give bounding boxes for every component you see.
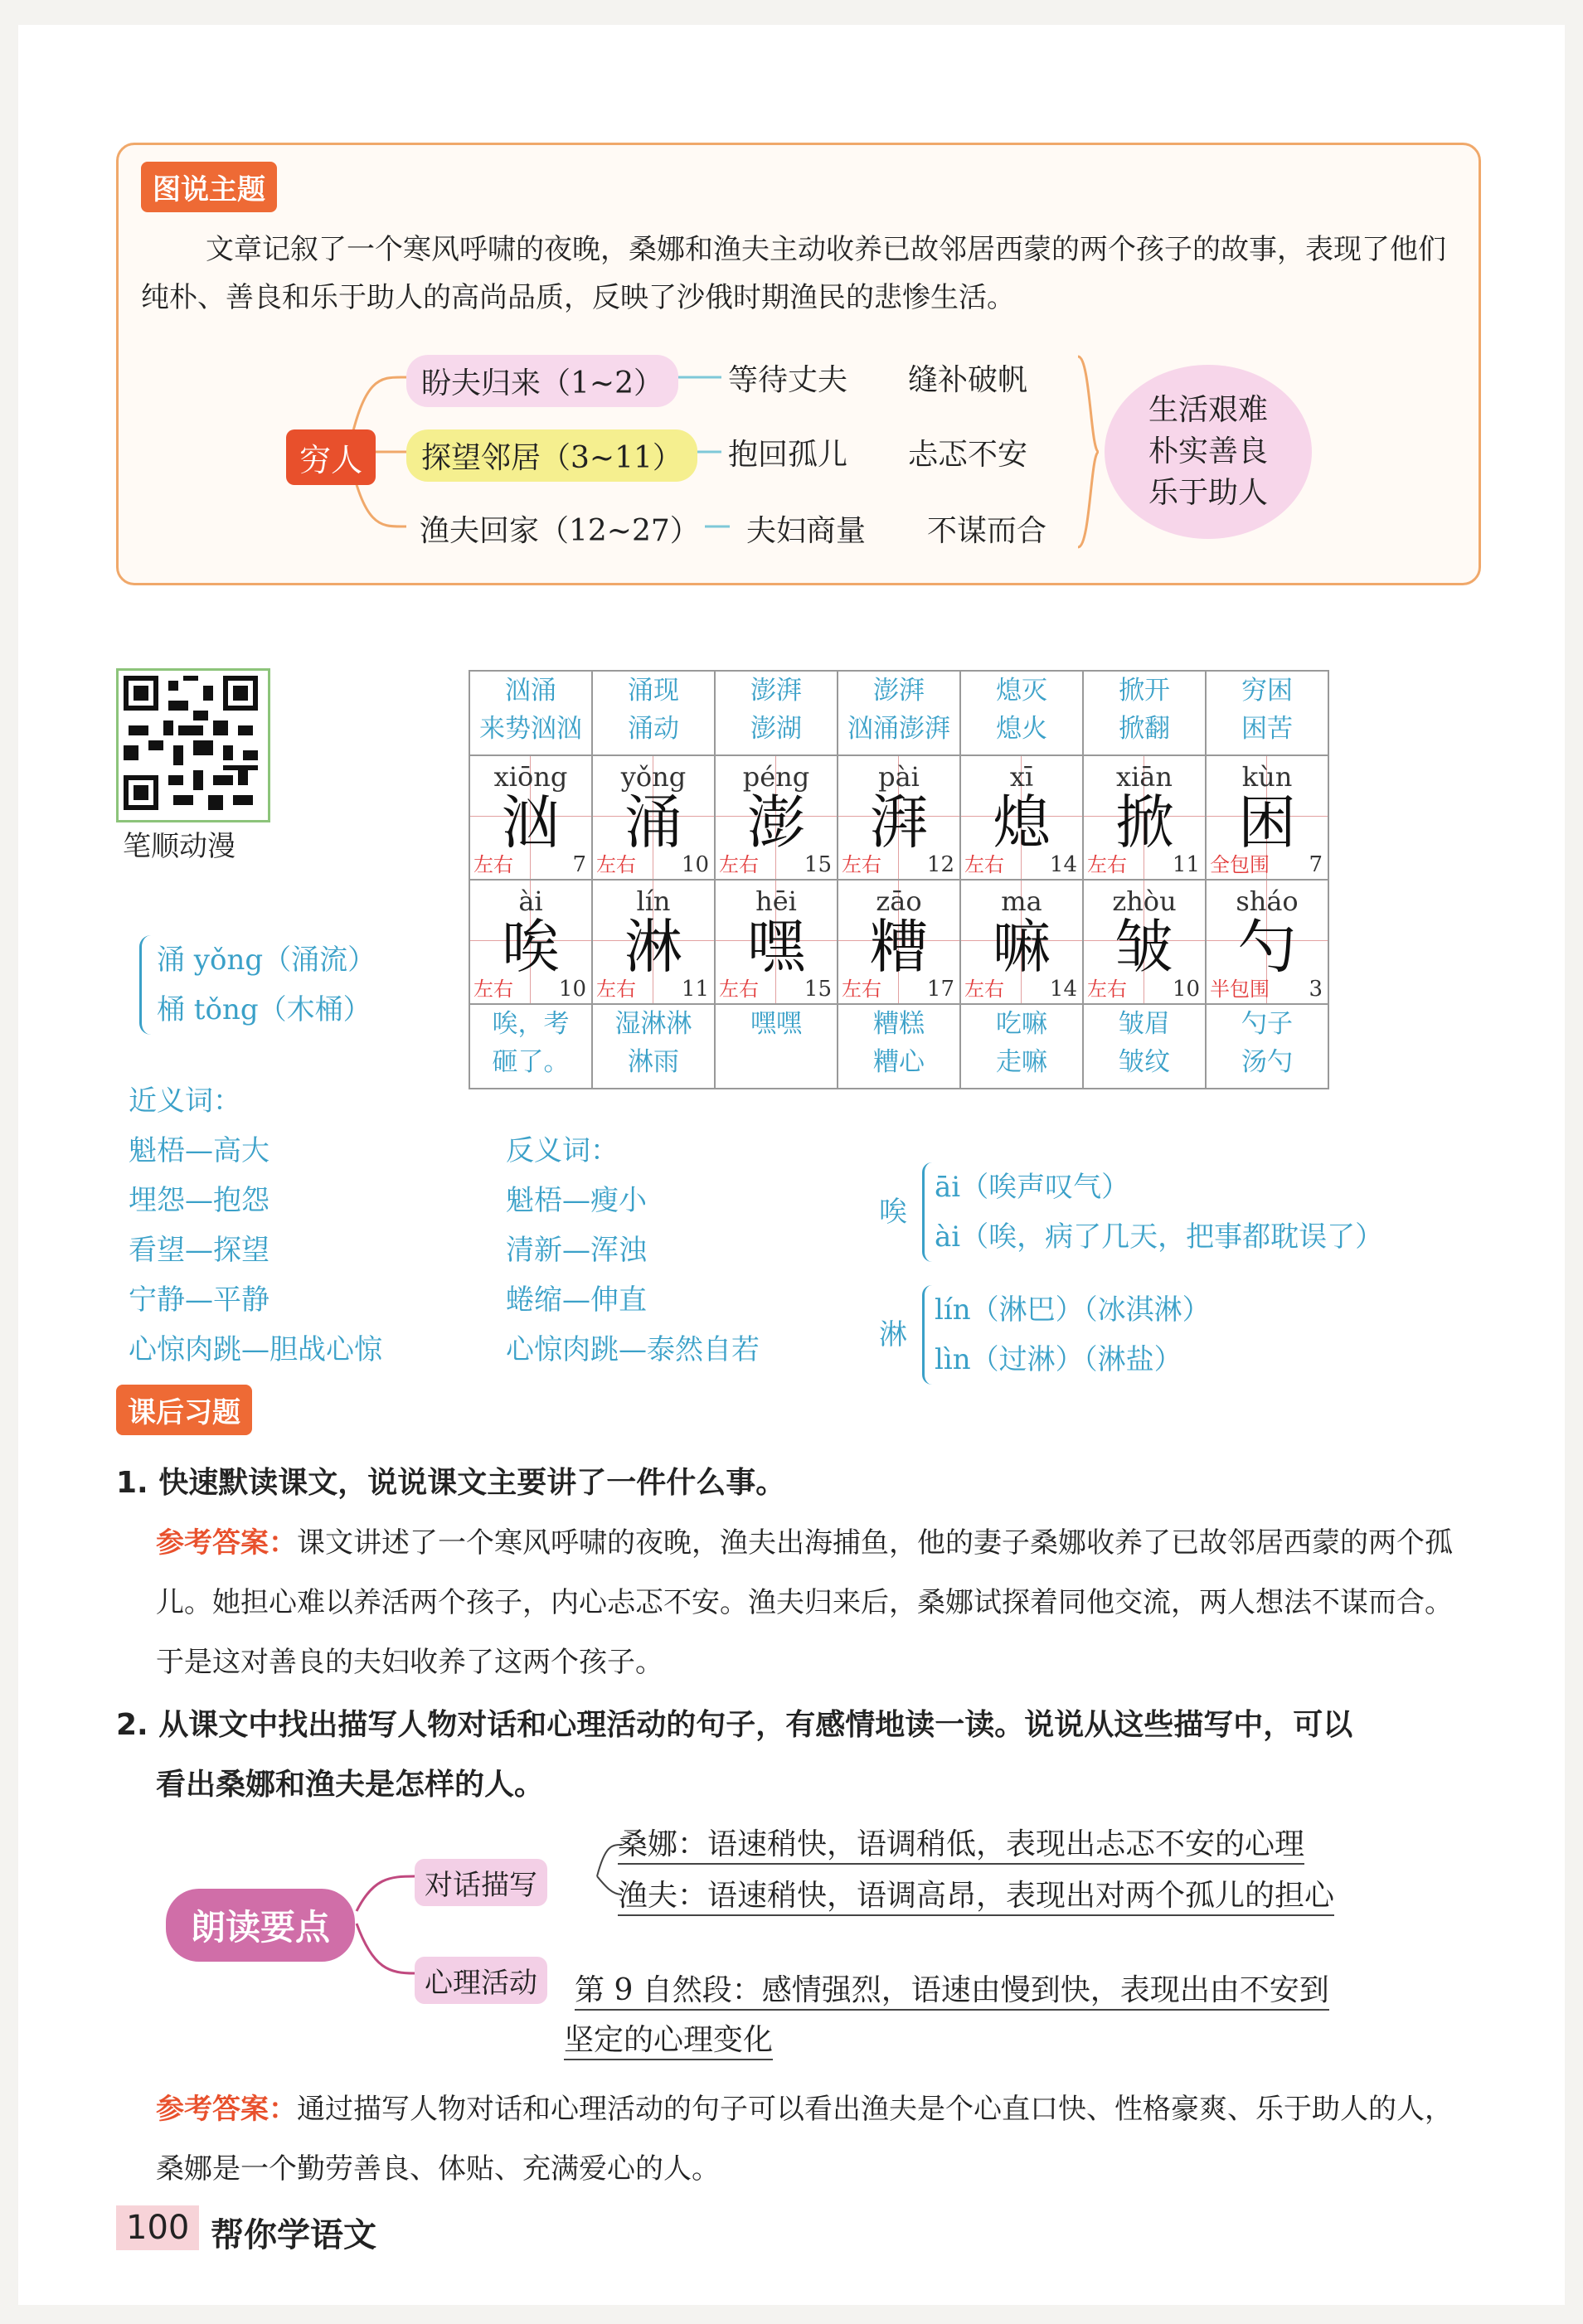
char-pinyin: pài (878, 761, 920, 793)
char-words-bottom: 嘿嘿 (715, 1004, 838, 1089)
poly-block-2 (922, 1285, 1211, 1385)
char-cell (1083, 755, 1206, 880)
char-pinyin: xiōng (493, 761, 568, 793)
char-glyph: 熄 (993, 788, 1051, 856)
branch-1-label: 盼夫归来（1~2） (406, 355, 678, 407)
char-words-bottom: 唉，考 砸了。 (469, 1004, 592, 1089)
char-words-bottom: 湿淋淋 淋雨 (592, 1004, 715, 1089)
char-glyph: 嘛 (993, 913, 1051, 981)
synonym-4: 宁静—平静 (129, 1283, 269, 1317)
char-cell (1206, 755, 1328, 880)
char-stroke-count: 10 (681, 852, 709, 877)
poly-1-line-2: ài（唉，病了几天，把事都耽误了） (935, 1220, 1384, 1254)
summary-line-2: 朴实善良 (1148, 434, 1268, 468)
branch-2-b: 忐忑不安 (908, 438, 1028, 472)
antonym-4: 心惊肉跳—泰然自若 (506, 1333, 760, 1366)
char-structure: 左右 (719, 978, 759, 1001)
antonyms-block (506, 1126, 760, 1375)
q1-text: 1. 快速默读课文，说说课文主要讲了一件什么事。 (116, 1466, 786, 1500)
char-structure: 左右 (1087, 853, 1127, 876)
char-cell (838, 755, 960, 880)
q2-branch-dialogue-a: 桑娜：语速稍快，语调稍低，表现出忐忑不安的心理 (618, 1821, 1304, 1865)
char-pinyin: péng (742, 761, 810, 793)
char-cell (960, 880, 1083, 1004)
page-number: 100 (116, 2205, 199, 2250)
char-glyph: 湃 (870, 788, 928, 856)
antonym-3: 蜷缩—伸直 (506, 1283, 647, 1317)
antonyms-title: 反义词： (506, 1134, 619, 1167)
char-structure: 左右 (473, 853, 513, 876)
char-glyph: 澎 (747, 788, 805, 856)
char-cell (1206, 880, 1328, 1004)
char-stroke-count: 14 (1049, 852, 1077, 877)
poly-block-1 (922, 1162, 1383, 1262)
char-glyph: 汹 (502, 788, 560, 856)
char-words-top: 汹涌 来势汹汹 (469, 671, 592, 755)
antonym-1: 魁梧—瘦小 (506, 1184, 647, 1217)
char-words-top: 澎湃 汹涌澎湃 (838, 671, 960, 755)
synonyms-block (129, 1076, 382, 1375)
char-structure: 左右 (719, 853, 759, 876)
char-pinyin: ma (1001, 885, 1042, 917)
char-stroke-count: 10 (1172, 977, 1200, 1002)
char-words-top: 熄灭 熄火 (960, 671, 1083, 755)
synonym-5: 心惊肉跳—胆战心惊 (129, 1333, 382, 1366)
q2-answer-label: 参考答案： (156, 2093, 297, 2126)
char-words-bottom: 吃嘛 走嘛 (960, 1004, 1083, 1089)
branch-3-label: 渔夫回家（12~27） (420, 514, 700, 548)
char-stroke-count: 11 (681, 977, 709, 1002)
q2-branch-dialogue: 对话描写 (415, 1859, 547, 1906)
char-cell (715, 755, 838, 880)
char-stroke-count: 17 (926, 977, 954, 1002)
char-glyph: 掀 (1115, 788, 1173, 856)
branch-3-b: 不谋而合 (927, 514, 1047, 548)
compare-1: 涌 yǒng（涌流） (157, 944, 376, 977)
char-pinyin: xī (1009, 761, 1034, 793)
theme-root-node: 穷人 (286, 429, 376, 485)
char-glyph: 勺 (1238, 913, 1296, 981)
char-cell (838, 880, 960, 1004)
branch-1-a: 等待丈夫 (728, 363, 848, 397)
char-words-bottom: 皱眉 皱纹 (1083, 1004, 1206, 1089)
theme-paragraph: 文章记叙了一个寒风呼啸的夜晚，桑娜和渔夫主动收养已故邻居西蒙的两个孩子的故事，表现了他们纯朴、善良和乐于助人的高尚品质，反映了沙俄时期渔民的悲惨生活。 (141, 233, 1446, 314)
q2-mindmap-root: 朗读要点 (166, 1889, 355, 1962)
char-glyph: 困 (1238, 788, 1296, 856)
q2-text-1: 2. 从课文中找出描写人物对话和心理活动的句子，有感情地读一读。说说从这些描写中，可以 (116, 1708, 1353, 1742)
char-words-bottom: 糟糕 糟心 (838, 1004, 960, 1089)
poly-2-line-1: lín（淋巴）（冰淇淋） (935, 1293, 1211, 1327)
q2-branch-psychology-b: 坚定的心理变化 (564, 2016, 773, 2060)
char-cell (592, 755, 715, 880)
char-stroke-count: 3 (1309, 977, 1323, 1002)
char-pinyin: xiān (1116, 761, 1173, 793)
char-words-top: 穷困 困苦 (1206, 671, 1328, 755)
char-structure: 左右 (1087, 978, 1127, 1001)
char-pinyin: ài (518, 885, 543, 917)
char-words-top: 澎湃 澎湖 (715, 671, 838, 755)
branch-2-a: 抱回孤儿 (728, 438, 848, 472)
char-pinyin: sháo (1236, 885, 1299, 917)
char-structure: 左右 (964, 853, 1004, 876)
char-words-top: 涌现 涌动 (592, 671, 715, 755)
q1-answer (156, 1513, 1479, 1692)
poly-1-line-1: āi（唉声叹气） (935, 1171, 1130, 1204)
char-cell (960, 755, 1083, 880)
char-stroke-count: 7 (572, 852, 586, 877)
summary-line-1: 生活艰难 (1148, 393, 1268, 427)
char-structure: 左右 (473, 978, 513, 1001)
compare-block (139, 935, 376, 1035)
char-structure: 左右 (842, 853, 881, 876)
q2-answer (156, 2079, 1479, 2199)
char-structure: 半包围 (1210, 978, 1270, 1001)
char-pinyin: zāo (876, 885, 922, 917)
char-table (469, 670, 1329, 1089)
char-words-top: 掀开 掀翻 (1083, 671, 1206, 755)
qr-code-icon[interactable] (116, 668, 270, 822)
q2-branch-psychology-a: 第 9 自然段：感情强烈，语速由慢到快，表现出由不安到 (575, 1967, 1329, 2011)
char-structure: 左右 (842, 978, 881, 1001)
poly-char-2: 淋 (879, 1318, 907, 1351)
synonym-1: 魁梧—高大 (129, 1134, 269, 1167)
char-words-bottom: 勺子 汤勺 (1206, 1004, 1328, 1089)
theme-summary (1105, 365, 1312, 539)
synonym-2: 埋怨—抱怨 (129, 1184, 269, 1217)
char-stroke-count: 15 (804, 977, 832, 1002)
synonym-3: 看望—探望 (129, 1234, 269, 1267)
synonyms-title: 近义词： (129, 1084, 241, 1118)
char-stroke-count: 10 (558, 977, 586, 1002)
char-stroke-count: 14 (1049, 977, 1077, 1002)
char-pinyin: zhòu (1112, 885, 1177, 917)
q2-branch-psychology: 心理活动 (415, 1957, 547, 2004)
q1-answer-text: 课文讲述了一个寒风呼啸的夜晚，渔夫出海捕鱼，他的妻子桑娜收养了已故邻居西蒙的两个孤儿。她担心难以养活两个孩子，内心忐忑不安。渔夫归来后，桑娜试探着同他交流，两人想法不谋而合。于是这对善良的夫妇收养了这两个孩子。 (156, 1526, 1453, 1679)
char-structure: 全包围 (1210, 853, 1270, 876)
antonym-2: 清新—浑浊 (506, 1234, 647, 1267)
q1-answer-label: 参考答案： (156, 1526, 297, 1560)
footer-title: 帮你学语文 (211, 2216, 376, 2254)
q2-answer-text: 通过描写人物对话和心理活动的句子可以看出渔夫是个心直口快、性格豪爽、乐于助人的人，桑娜是一个勤劳善良、体贴、充满爱心的人。 (156, 2093, 1453, 2186)
poly-2-line-2: lìn（过淋）（淋盐） (935, 1343, 1182, 1376)
char-stroke-count: 15 (804, 852, 832, 877)
summary-line-3: 乐于助人 (1148, 476, 1268, 510)
char-pinyin: yǒng (620, 761, 687, 793)
branch-2-label: 探望邻居（3~11） (406, 429, 697, 482)
char-structure: 左右 (964, 978, 1004, 1001)
char-stroke-count: 11 (1172, 852, 1200, 877)
theme-tag: 图说主题 (141, 162, 277, 212)
char-glyph: 嘿 (747, 913, 805, 981)
branch-3-a: 夫妇商量 (746, 514, 867, 548)
char-pinyin: lín (636, 885, 671, 917)
char-glyph: 淋 (624, 913, 682, 981)
qr-caption: 笔顺动漫 (123, 830, 236, 863)
char-pinyin: kùn (1241, 761, 1293, 793)
char-stroke-count: 7 (1309, 852, 1323, 877)
char-cell (592, 880, 715, 1004)
compare-2: 桶 tǒng（木桶） (157, 993, 371, 1026)
char-structure: 左右 (596, 853, 636, 876)
char-cell (715, 880, 838, 1004)
char-structure: 左右 (596, 978, 636, 1001)
q2-branch-dialogue-b: 渔夫：语速稍快，语调高昂，表现出对两个孤儿的担心 (618, 1872, 1334, 1916)
char-glyph: 涌 (624, 788, 682, 856)
char-stroke-count: 12 (926, 852, 954, 877)
char-glyph: 唉 (502, 913, 560, 981)
char-pinyin: hēi (755, 885, 797, 917)
q2-text-2: 看出桑娜和渔夫是怎样的人。 (156, 1768, 545, 1802)
char-cell (469, 755, 592, 880)
char-glyph: 皱 (1115, 913, 1173, 981)
char-cell (469, 880, 592, 1004)
char-cell (1083, 880, 1206, 1004)
poly-char-1: 唉 (879, 1196, 907, 1229)
branch-1-b: 缝补破帆 (908, 363, 1028, 397)
char-glyph: 糟 (870, 913, 928, 981)
exercise-tag: 课后习题 (116, 1385, 252, 1435)
